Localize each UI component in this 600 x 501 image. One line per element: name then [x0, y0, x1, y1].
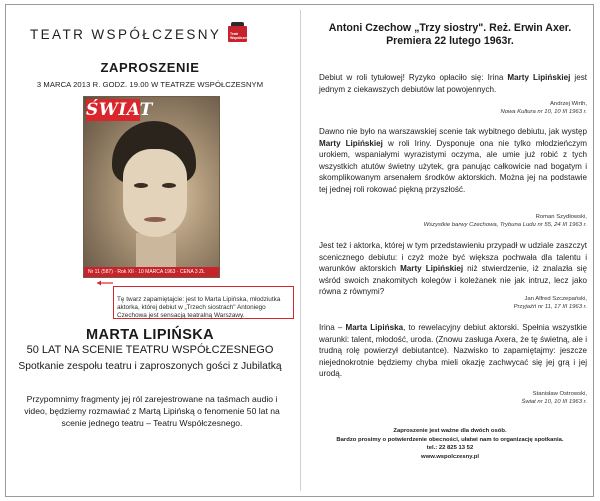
actress-name: MARTA LIPIŃSKA	[85, 327, 215, 343]
review-publication: Nowa Kultura nr 10, 10 III 1963 r.	[500, 109, 587, 115]
review-publication: Świat nr 10, 10 III 1963 r.	[521, 399, 587, 405]
review-author: Jan Alfred Szczepański,	[524, 296, 587, 302]
review-quote-3: Jest też i aktorka, której w tym przedstawieniu przypadł w udziale zaszczyt scenicznego debiutu: i czyż może być większa pochwała dla talentu i warunków aktorskich Marty Lipińskiej niż stwierdzenie, iż znalazła się wśród swoich znakomitych kolegów i koleżanek nie jak intruz, lecz jako równa z równymi?	[319, 241, 587, 297]
review-quote-1: Debiut w roli tytułowej! Ryzyko opłaciło się: Irina Marty Lipińskiej jest jednym z ciekawszych debiutów lat powojennych.	[319, 73, 587, 94]
review-quote-4: Irina – Marta Lipińska, to rewelacyjny debiut aktorski. Spełnia wszystkie warunki: talent, młodość, uroda. (Znowu zasługa Axera, że tę świetną, ale i trudną rolę powierzył debiutantce). Nazwisko to zapamiętajmy: jeszcze niejednokrotnie będziemy chyba mieli okazję zachwycać się jej grą i jej urodą.	[319, 323, 587, 379]
review-author: Stanisław Ostrowski,	[532, 391, 587, 397]
production-title	[310, 22, 590, 48]
anniversary-subtitle: 50 LAT NA SCENIE TEATRU WSPÓŁCZESNEGO	[26, 344, 274, 356]
footer-phone: tel.: 22 825 13 52	[426, 445, 474, 451]
review-source-4	[319, 390, 587, 406]
production-title-line1: Antoni Czechow „Trzy siostry". Reż. Erwin Axer.	[328, 22, 572, 34]
review-source-3	[319, 295, 587, 311]
review-source-1	[319, 100, 587, 116]
review-author: Roman Szydłowski,	[535, 214, 587, 220]
center-divider	[300, 10, 301, 491]
theatre-logo-icon	[228, 22, 253, 44]
review-author: Andrzej Wirth,	[550, 101, 587, 107]
magazine-masthead: ŚWIAT	[86, 100, 153, 120]
event-date-line: 3 MARCA 2013 R. GODZ. 19.00 W TEATRZE WSPÓŁCZESNYM	[36, 80, 264, 89]
magazine-cover-image	[83, 96, 220, 278]
footer-rsvp: Bardzo prosimy o potwierdzenie obecności, ułatwi nam to organizację spotkania.	[336, 436, 564, 443]
review-publication: Wszystkie barwy Czechowa, Trybuna Ludu nr 55, 24 III 1963 r.	[423, 222, 587, 228]
review-source-2	[319, 213, 587, 229]
footer-website-link[interactable]: www.wspolczesny.pl	[421, 453, 479, 460]
invitation-heading: ZAPROSZENIE	[100, 60, 200, 75]
magazine-issue-strip: Nr 11 (587) · Rok XII · 10 MARCA 1963 · CENA 3 ZŁ	[84, 267, 220, 277]
invitation-footer	[310, 427, 590, 461]
production-title-line2: Premiera 22 lutego 1963r.	[386, 35, 514, 47]
cover-caption: Tę twarz zapamiętajcie: jest to Marta Lipińska, młodziutka aktorka, której debiut w „Trzech siostrach" Antoniego Czechowa jest sensacją teatralną Warszawy.	[117, 296, 281, 319]
review-publication: Przyjaźń nr 11, 17 III 1963 r.	[513, 304, 587, 310]
meeting-description: Spotkanie zespołu teatru i zaproszonych gości z Jubilatką	[18, 361, 282, 372]
footer-validity: Zaproszenie jest ważne dla dwóch osób.	[393, 428, 507, 434]
review-quote-2: Dawno nie było na warszawskiej scenie tak wybitnego debiutu, jak występ Marty Lipińskiej w roli Iriny. Dysponuje ona nie tylko młodzieńczym urokiem, wspaniałymi wyrazistymi oczyma, ale umie już robić z tych wszystkich atutów świetny użytek, gra panując całkowicie nad bogatym i skomplikowanym arsenałem środków aktorskich. Można jej na podstawie tej jednej roli rokować piękną przyszłość.	[319, 127, 588, 194]
theatre-name: TEATR WSPÓŁCZESNY	[30, 27, 222, 42]
event-description: Przypomnimy fragmenty jej ról zarejestrowane na taśmach audio i video, będziemy rozmawiać z Martą Lipińską o fenomenie 50 lat na scenie jednego teatru – Teatru Współczesnego.	[24, 394, 280, 429]
logo-text: Teatr Współczesny	[230, 32, 253, 40]
